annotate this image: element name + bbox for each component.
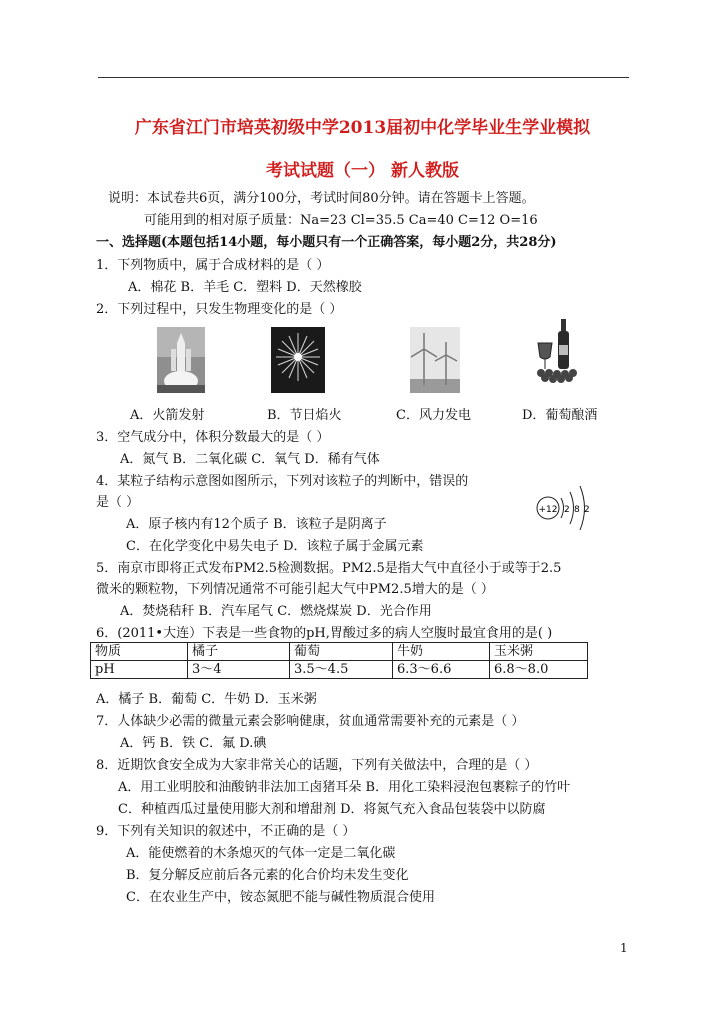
- shell-2-label: 8: [574, 505, 580, 515]
- rocket-launch-image: [157, 327, 205, 393]
- q7-options: A．钙 B．铁 C．氟 D.碘: [120, 736, 267, 751]
- q2-option-d: D．葡萄酿酒: [522, 408, 598, 423]
- table-cell: 3.5～4.5: [290, 661, 393, 679]
- q5-stem-line1: 5．南京市即将正式发布PM2.5检测数据。PM2.5是指大气中直径小于或等于2.5: [96, 561, 562, 576]
- wind-turbine-image: [410, 327, 460, 393]
- nucleus-charge-label: +12: [538, 505, 558, 515]
- header-rule: [98, 77, 629, 78]
- q9-option-b: B．复分解反应前后各元素的化合价均未发生变化: [126, 868, 409, 883]
- q4-options-ab: A．原子核内有12个质子 B．该粒子是阴离子: [126, 517, 387, 532]
- q3-stem: 3．空气成分中，体积分数最大的是（ ）: [96, 430, 330, 445]
- q6-stem: 6．(2011•大连）下表是一些食物的pH,胃酸过多的病人空腹时最宜食用的是( ): [96, 626, 553, 641]
- table-header-cell: 橘子: [188, 643, 290, 661]
- table-cell: 6.8～8.0: [490, 661, 588, 679]
- intro-line1: 说明：本试卷共6页，满分100分，考试时间80分钟。请在答题卡上答题。: [108, 191, 535, 206]
- table-cell: 3～4: [188, 661, 290, 679]
- table-header-cell: 牛奶: [393, 643, 490, 661]
- page-title-line1: 广东省江门市培英初级中学2013届初中化学毕业生学业模拟: [134, 118, 591, 138]
- table-header-cell: 物质: [91, 643, 188, 661]
- food-ph-table: [90, 642, 588, 679]
- page-number: 1: [620, 941, 628, 955]
- q1-stem: 1．下列物质中，属于合成材料的是（ ）: [96, 258, 330, 273]
- shell-1-label: 2: [564, 505, 570, 515]
- q4-options-cd: C．在化学变化中易失电子 D．该粒子属于金属元素: [126, 539, 424, 554]
- q4-stem-line2: 是（ ）: [96, 495, 140, 510]
- q2-option-b: B．节日焰火: [267, 408, 342, 423]
- intro-line2: 可能用到的相对原子质量：Na=23 Cl=35.5 Ca=40 C=12 O=16: [144, 213, 538, 228]
- fireworks-image: [271, 327, 325, 393]
- q6-options: A．橘子 B．葡萄 C．牛奶 D．玉米粥: [96, 692, 317, 707]
- section-heading: 一、选择题(本题包括14小题，每小题只有一个正确答案，每小题2分，共28分): [96, 235, 557, 250]
- q2-stem: 2．下列过程中，只发生物理变化的是（ ）: [96, 302, 343, 317]
- q9-option-a: A．能使燃着的木条熄灭的气体一定是二氧化碳: [126, 846, 396, 861]
- q4-stem-line1: 4．某粒子结构示意图如图所示，下列对该粒子的判断中，错误的: [96, 474, 469, 489]
- table-cell: 6.3～6.6: [393, 661, 490, 679]
- wine-grapes-image: [533, 317, 579, 383]
- table-cell: pH: [91, 661, 188, 679]
- q8-options-ab: A．用工业明胶和油酸钠非法加工卤猪耳朵 B．用化工染料浸泡包裹粽子的竹叶: [118, 780, 571, 795]
- page-title-line2: 考试试题（一） 新人教版: [266, 161, 459, 181]
- q3-options: A．氮气 B．二氧化碳 C．氧气 D．稀有气体: [120, 452, 380, 467]
- table-header-cell: 葡萄: [290, 643, 393, 661]
- table-header-row: [91, 643, 588, 661]
- q2-option-c: C．风力发电: [396, 408, 471, 423]
- particle-structure-diagram: [536, 476, 598, 530]
- q8-options-cd: C．种植西瓜过量使用膨大剂和增甜剂 D．将氮气充入食品包装袋中以防腐: [118, 802, 546, 817]
- q9-option-c: C．在农业生产中，铵态氮肥不能与碱性物质混合使用: [126, 890, 435, 905]
- shell-3-label: 2: [584, 505, 590, 515]
- q2-option-a: A．火箭发射: [130, 408, 205, 423]
- table-row: [91, 661, 588, 679]
- q9-stem: 9．下列有关知识的叙述中，不正确的是（ ）: [96, 824, 356, 839]
- q1-options: A．棉花 B．羊毛 C．塑料 D．天然橡胶: [128, 280, 362, 295]
- table-header-cell: 玉米粥: [490, 643, 588, 661]
- q5-stem-line2: 微米的颗粒物，下列情况通常不可能引起大气中PM2.5增大的是（ ）: [96, 582, 494, 597]
- q7-stem: 7．人体缺少必需的微量元素会影响健康，贫血通常需要补充的元素是（ ）: [96, 714, 525, 729]
- q8-stem: 8．近期饮食安全成为大家非常关心的话题，下列有关做法中，合理的是（ ）: [96, 758, 538, 773]
- q5-options: A．焚烧秸秆 B．汽车尾气 C．燃烧煤炭 D．光合作用: [120, 604, 432, 619]
